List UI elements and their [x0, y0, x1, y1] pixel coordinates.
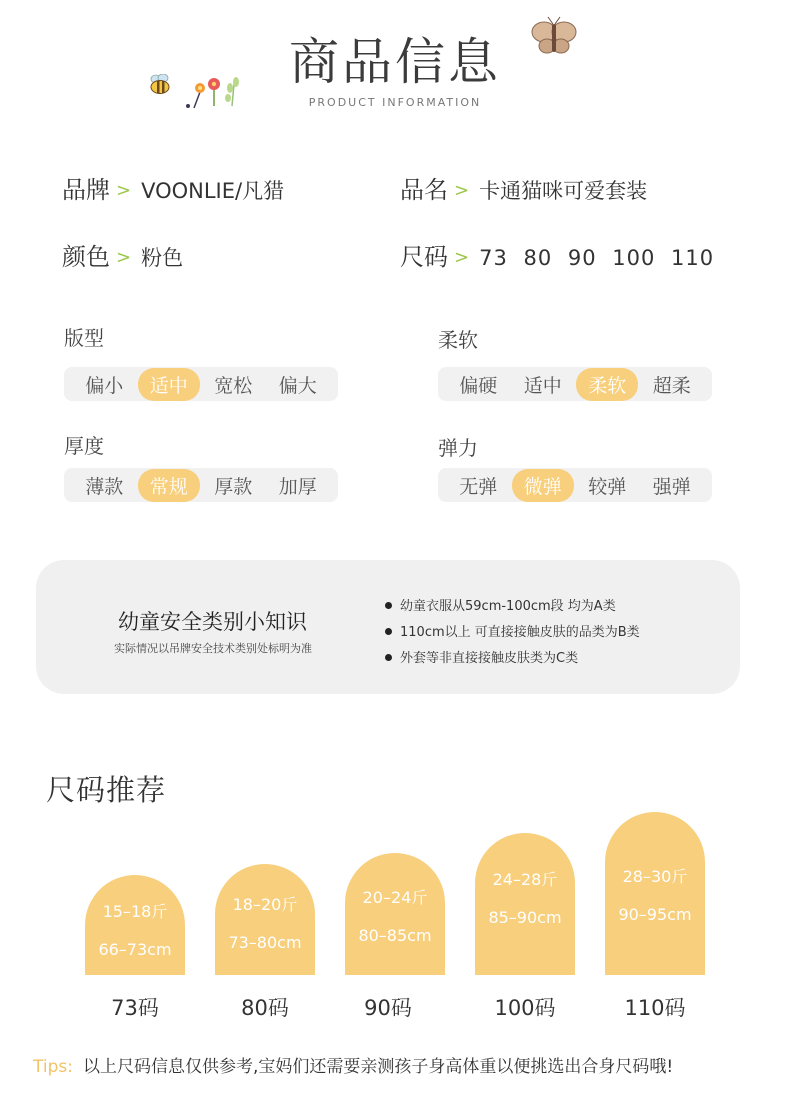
spec-name-value: 卡通猫咪可爱套装	[479, 179, 648, 203]
rating-option: 加厚	[278, 475, 317, 498]
size-card-90	[345, 853, 445, 975]
page-title: 商品信息	[289, 33, 501, 91]
rating-thickness-bar	[64, 468, 338, 502]
rating-option: 薄款	[85, 475, 124, 498]
spec-brand	[62, 170, 284, 205]
chevron-right-icon: >	[454, 247, 470, 268]
bullet-dot-icon	[385, 628, 392, 635]
safety-title: 幼童安全类别小知识	[118, 610, 307, 634]
rating-option-selected: 适中	[138, 368, 200, 401]
spec-size-key: 尺码	[400, 243, 448, 271]
spec-color-value: 粉色	[141, 246, 184, 270]
safety-bullet	[385, 595, 616, 614]
rating-option-selected: 常规	[138, 469, 200, 502]
chevron-right-icon: >	[454, 180, 470, 201]
rating-option: 适中	[523, 374, 562, 397]
rating-option: 较弹	[588, 475, 627, 498]
rating-option: 无弹	[459, 475, 498, 498]
rating-softness-bar	[438, 367, 712, 401]
spec-brand-key: 品牌	[62, 176, 110, 204]
safety-bullet	[385, 621, 640, 640]
spec-color-key: 颜色	[62, 243, 110, 271]
rating-option-selected: 柔软	[576, 368, 638, 401]
spec-name	[400, 170, 647, 205]
safety-bullet-text: 外套等非直接接触皮肤类为C类	[400, 651, 579, 666]
rating-option: 强弹	[652, 475, 691, 498]
size-card-100	[475, 833, 575, 975]
bullet-dot-icon	[385, 602, 392, 609]
spec-size	[400, 237, 714, 272]
chevron-right-icon: >	[116, 180, 132, 201]
tips-text: 以上尺码信息仅供参考,宝妈们还需要亲测孩子身高体重以便挑选出合身尺码哦!	[82, 1057, 674, 1077]
size-label: 80码	[241, 996, 289, 1020]
size-label: 90码	[364, 996, 412, 1020]
rating-option: 偏硬	[459, 374, 498, 397]
rating-option: 宽松	[214, 374, 253, 397]
safety-bullet	[385, 647, 578, 666]
spec-color	[62, 237, 183, 272]
size-card-height: 66–73cm	[98, 940, 172, 959]
rating-fit-label: 版型	[64, 326, 104, 350]
tips-line	[33, 1052, 673, 1077]
size-label: 100码	[494, 996, 556, 1020]
rating-option: 偏小	[85, 374, 124, 397]
rating-fit-bar	[64, 367, 338, 401]
bullet-dot-icon	[385, 654, 392, 661]
size-card-height: 90–95cm	[618, 905, 692, 924]
size-card-110	[605, 812, 705, 975]
size-card-weight: 24–28斤	[492, 870, 558, 889]
size-recommend-title: 尺码推荐	[46, 773, 167, 807]
safety-bullet-text: 110cm以上 可直接接触皮肤的品类为B类	[400, 625, 640, 640]
size-card-weight: 18–20斤	[232, 895, 298, 914]
size-card-weight: 28–30斤	[622, 867, 688, 886]
size-card-80	[215, 864, 315, 975]
spec-name-key: 品名	[400, 176, 448, 204]
size-card-weight: 20–24斤	[362, 888, 428, 907]
spec-size-value: 73 80 90 100 110	[479, 246, 715, 270]
rating-option: 偏大	[278, 374, 317, 397]
size-label: 110码	[624, 996, 686, 1020]
rating-elasticity-bar	[438, 468, 712, 502]
page-subtitle: PRODUCT INFORMATION	[308, 96, 482, 109]
size-card-height: 73–80cm	[228, 933, 302, 952]
safety-bullet-text: 幼童衣服从59cm-100cm段 均为A类	[400, 599, 616, 614]
rating-thickness-label: 厚度	[64, 434, 104, 458]
tips-key: Tips:	[33, 1057, 73, 1077]
size-label: 73码	[111, 996, 159, 1020]
size-card-height: 85–90cm	[488, 908, 562, 927]
rating-softness-label: 柔软	[438, 328, 478, 352]
chevron-right-icon: >	[116, 247, 132, 268]
rating-option: 厚款	[214, 475, 253, 498]
spec-brand-value: VOONLIE/凡猎	[141, 179, 285, 203]
size-card-height: 80–85cm	[358, 926, 432, 945]
size-card-73	[85, 875, 185, 975]
safety-subtitle: 实际情况以吊牌安全技术类别处标明为准	[114, 642, 312, 655]
rating-option: 超柔	[652, 374, 691, 397]
size-card-weight: 15–18斤	[102, 902, 168, 921]
rating-elasticity-label: 弹力	[438, 436, 478, 460]
rating-option-selected: 微弹	[512, 469, 574, 502]
